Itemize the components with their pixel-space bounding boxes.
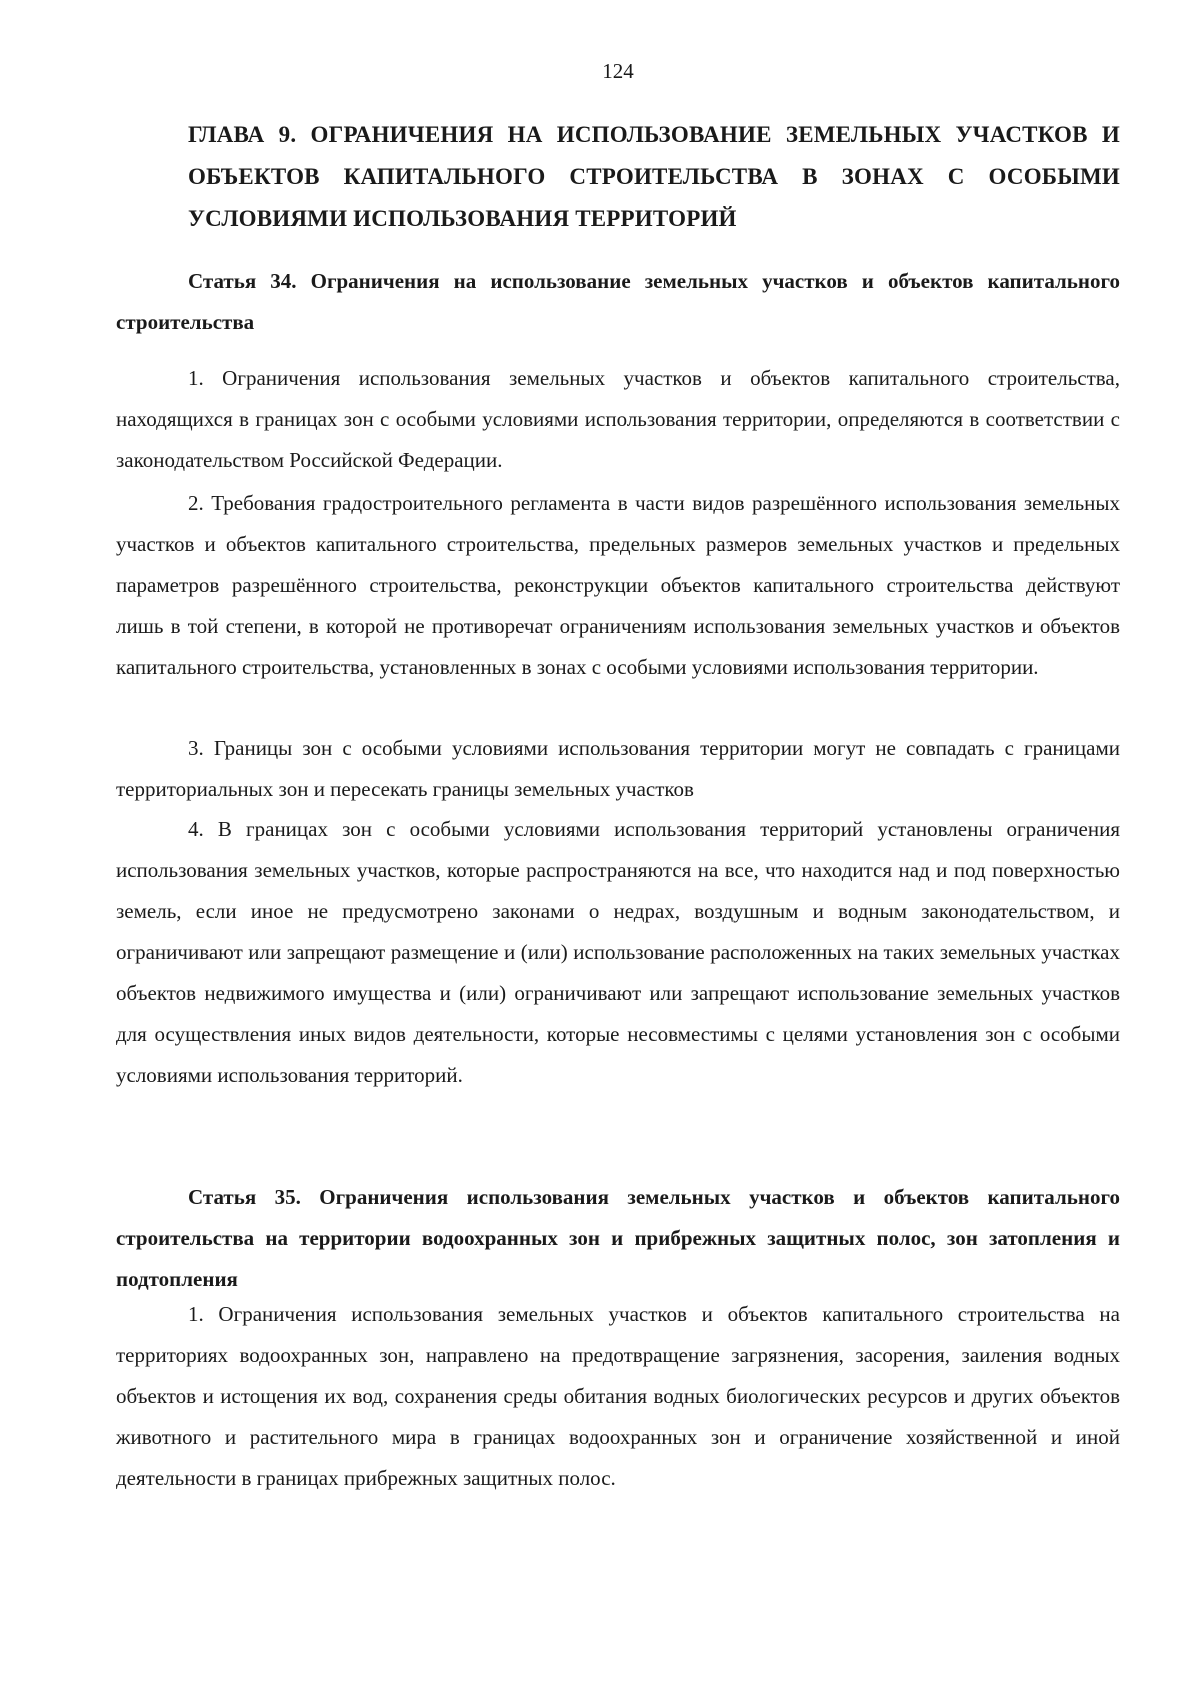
article-35-paragraph-1: 1. Ограничения использования земельных участков и объектов капитального строительства на территориях водоохранных зон, направлено на предотвращение загрязнения, засорения, заиления водных объектов и истощения их вод, сохранения среды обитания водных биологических ресурсов и других объектов животного и растительного мира в границах водоохранных зон и ограничение хозяйственной и иной деятельности в границах прибрежных защитных полос. <box>116 1302 1120 1490</box>
article-34-paragraph-3: 3. Границы зон с особыми условиями использования территории могут не совпадать с границами территориальных зон и пересекать границы земельных участков <box>116 736 1120 801</box>
page-number: 124 <box>602 59 634 83</box>
chapter-title: ГЛАВА 9. ОГРАНИЧЕНИЯ НА ИСПОЛЬЗОВАНИЕ ЗЕМЕЛЬНЫХ УЧАСТКОВ И ОБЪЕКТОВ КАПИТАЛЬНОГО СТРОИТЕЛЬСТВА В ЗОНАХ С ОСОБЫМИ УСЛОВИЯМИ ИСПОЛЬЗОВАНИЯ ТЕРРИТОРИЙ <box>188 122 1120 231</box>
article-35-title <box>116 1177 1120 1300</box>
article-34-paragraph-1: 1. Ограничения использования земельных участков и объектов капитального строительства, находящихся в границах зон с особыми условиями использования территории, определяются в соответствии с законодательством Российской Федерации. <box>116 366 1120 472</box>
article-34-paragraph-2: 2. Требования градостроительного регламента в части видов разрешённого использования земельных участков и объектов капитального строительства, предельных размеров земельных участков и предельных параметров разрешённого строительства, реконструкции объектов капитального строительства действуют лишь в той степени, в которой не противоречат ограничениям использования земельных участков и объектов капитального строительства, установленных в зонах с особыми условиями использования территории. <box>116 491 1120 679</box>
article-35-title-text: Статья 35. Ограничения использования земельных участков и объектов капитального строительства на территории водоохранных зон и прибрежных защитных полос, зон затопления и подтопления <box>116 1185 1120 1291</box>
article-34-title-text: Статья 34. Ограничения на использование земельных участков и объектов капитального строительства <box>116 269 1120 334</box>
article-34-paragraph-4: 4. В границах зон с особыми условиями использования территорий установлены ограничения использования земельных участков, которые распространяются на все, что находится над и под поверхностью земель, если иное не предусмотрено законами о недрах, воздушным и водным законодательством, и ограничивают или запрещают размещение и (или) использование расположенных на таких земельных участках объектов недвижимого имущества и (или) ограничивают или запрещают использование земельных участков для осуществления иных видов деятельности, которые несовместимы с целями установления зон с особыми условиями использования территорий. <box>116 817 1120 1087</box>
article-34-title <box>116 261 1120 343</box>
